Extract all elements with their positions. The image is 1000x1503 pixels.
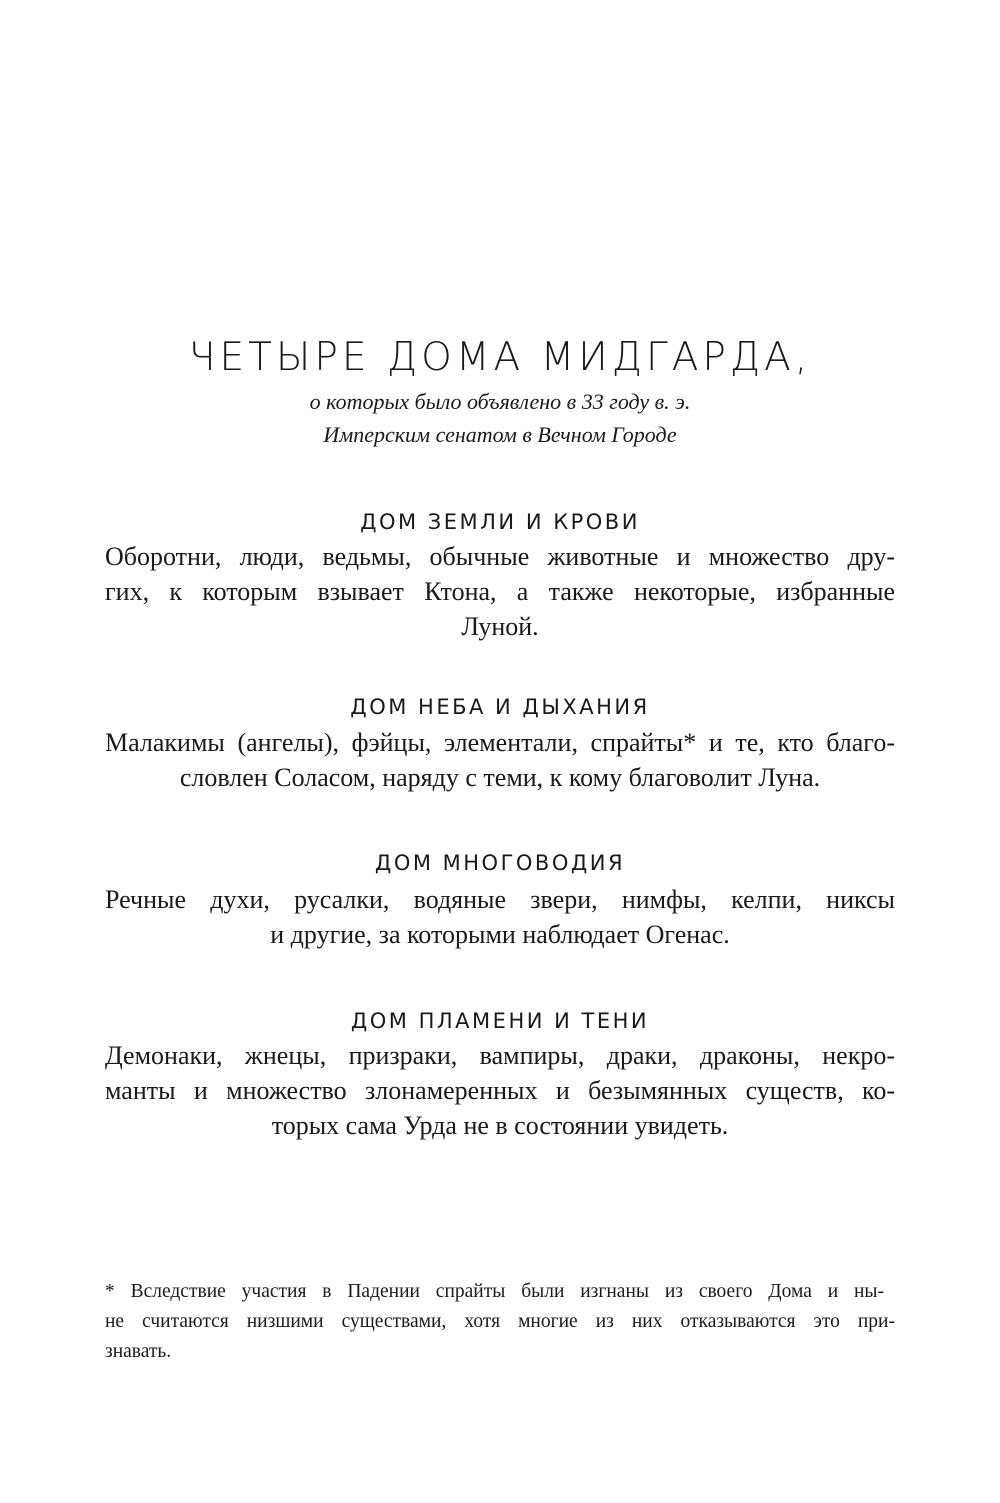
house-sky-breath-heading: ДОМ НЕБА И ДЫХАНИЯ [350, 695, 650, 719]
text-line: Оборотни, люди, ведьмы, обычные животные и множество дру- [105, 542, 895, 571]
subtitle-line-1: о которых было объявлено в 33 году в. э. [309, 389, 691, 414]
footnote-line: * Вследствие участия в Падении спрайты были изгнаны из своего Дома и ны- [105, 1281, 885, 1302]
house-flame-shadow-text [105, 1038, 895, 1143]
text-line: Демонаки, жнецы, призраки, вампиры, драки, драконы, некро- [105, 1041, 895, 1070]
text-line: торых сама Урда не в состоянии увидеть. [271, 1111, 729, 1140]
text-line: Речные духи, русалки, водяные звери, нимфы, келпи, никсы [105, 885, 895, 914]
page-title: ЧЕТЫРЕ ДОМА МИДГАРДА, [188, 335, 812, 380]
text-line: гих, к которым взывает Ктона, а также некоторые, избранные [105, 577, 895, 606]
text-line: и другие, за которыми наблюдает Огенас. [270, 920, 730, 949]
footnote-line: не считаются низшими существами, хотя многие из них отказываются это при- [105, 1311, 895, 1332]
text-line: манты и множество злонамеренных и безымянных существ, ко- [105, 1076, 895, 1105]
footnote-line: знавать. [105, 1341, 172, 1362]
house-many-waters-text [105, 882, 895, 952]
house-earth-blood-text [105, 539, 895, 644]
house-many-waters-heading: ДОМ МНОГОВОДИЯ [374, 851, 626, 875]
house-earth-blood-heading: ДОМ ЗЕМЛИ И КРОВИ [360, 510, 640, 534]
text-line: словлен Соласом, наряду с теми, к кому благоволит Луна. [179, 763, 821, 792]
subtitle-line-2: Имперским сенатом в Вечном Городе [323, 422, 677, 447]
footnote [105, 1277, 895, 1367]
text-line: Луной. [461, 612, 539, 641]
house-flame-shadow-heading: ДОМ ПЛАМЕНИ И ТЕНИ [350, 1009, 650, 1033]
text-line: Малакимы (ангелы), фэйцы, элементали, спрайты* и те, кто благо- [105, 728, 895, 757]
house-sky-breath-text [105, 725, 895, 795]
